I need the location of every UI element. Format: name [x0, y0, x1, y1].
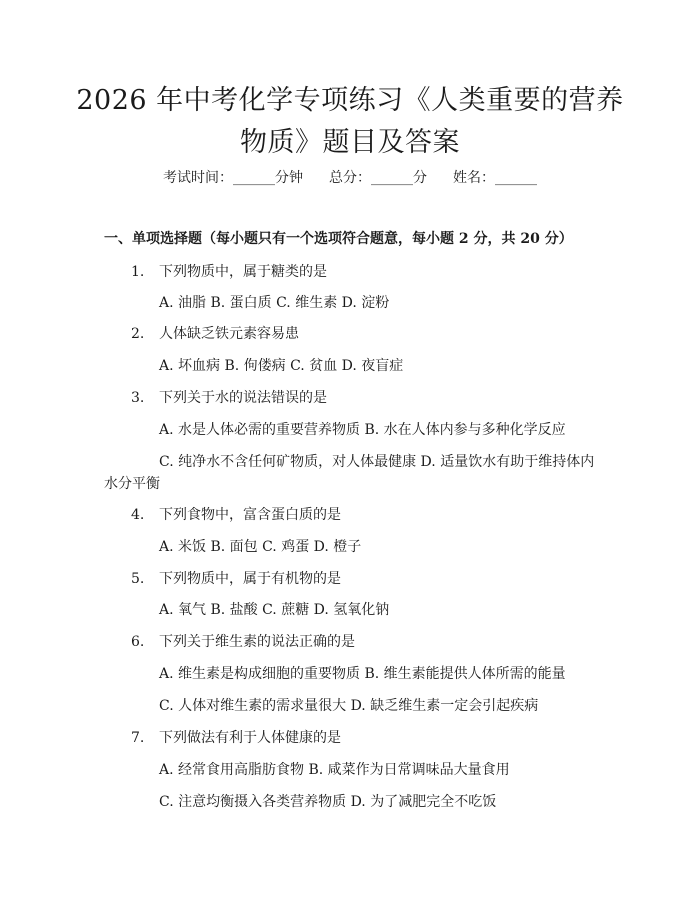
question-stem — [131, 505, 341, 525]
question-stem — [131, 262, 327, 282]
question-options: A. 米饭 B. 面包 C. 鸡蛋 D. 橙子 — [159, 539, 362, 555]
title-line-1: 2026 年中考化学专项练习《人类重要的营养 — [76, 85, 624, 116]
section-heading: 一、单项选择题（每小题只有一个选项符合题意，每小题 2 分，共 20 分） — [104, 231, 573, 247]
question-stem — [131, 728, 341, 748]
question-number: 7. — [131, 730, 145, 746]
document-title — [60, 80, 640, 164]
question-number: 6. — [131, 634, 145, 650]
question-text: 下列物质中，属于糖类的是 — [159, 264, 327, 280]
question-options: A. 经常食用高脂肪食物 B. 咸菜作为日常调味品大量食用 — [159, 762, 510, 778]
exam-time: 考试时间：______分钟 — [163, 170, 303, 186]
title-line-2: 物质》题目及答案 — [240, 127, 460, 158]
question-options: C. 人体对维生素的需求量很大 D. 缺乏维生素一定会引起疾病 — [159, 698, 539, 714]
question-stem — [131, 388, 327, 408]
exam-meta — [0, 168, 700, 188]
question-text: 下列关于水的说法错误的是 — [159, 390, 327, 406]
question-options: A. 氧气 B. 盐酸 C. 蔗糖 D. 氢氧化钠 — [159, 602, 390, 618]
question-options: A. 油脂 B. 蛋白质 C. 维生素 D. 淀粉 — [159, 295, 390, 311]
question-number: 5. — [131, 571, 145, 587]
question-number: 2. — [131, 326, 145, 342]
question-number: 3. — [131, 390, 145, 406]
question-text: 下列食物中，富含蛋白质的是 — [159, 507, 341, 523]
question-stem — [131, 569, 341, 589]
question-stem — [131, 324, 299, 344]
question-options: A. 维生素是构成细胞的重要物质 B. 维生素能提供人体所需的能量 — [159, 666, 566, 682]
question-options-continued: 水分平衡 — [104, 476, 160, 492]
question-text: 下列做法有利于人体健康的是 — [159, 730, 341, 746]
student-name: 姓名：______ — [453, 170, 537, 186]
question-number: 1. — [131, 264, 145, 280]
question-text: 下列物质中，属于有机物的是 — [159, 571, 341, 587]
question-text: 人体缺乏铁元素容易患 — [159, 326, 299, 342]
question-options: C. 纯净水不含任何矿物质，对人体最健康 D. 适量饮水有助于维持体内 — [159, 454, 595, 470]
exam-score: 总分：______分 — [329, 170, 427, 186]
question-options: A. 坏血病 B. 佝偻病 C. 贫血 D. 夜盲症 — [159, 358, 404, 374]
question-options: C. 注意均衡摄入各类营养物质 D. 为了减肥完全不吃饭 — [159, 794, 497, 810]
question-number: 4. — [131, 507, 145, 523]
question-options: A. 水是人体必需的重要营养物质 B. 水在人体内参与多种化学反应 — [159, 422, 566, 438]
question-text: 下列关于维生素的说法正确的是 — [159, 634, 355, 650]
question-stem — [131, 632, 355, 652]
